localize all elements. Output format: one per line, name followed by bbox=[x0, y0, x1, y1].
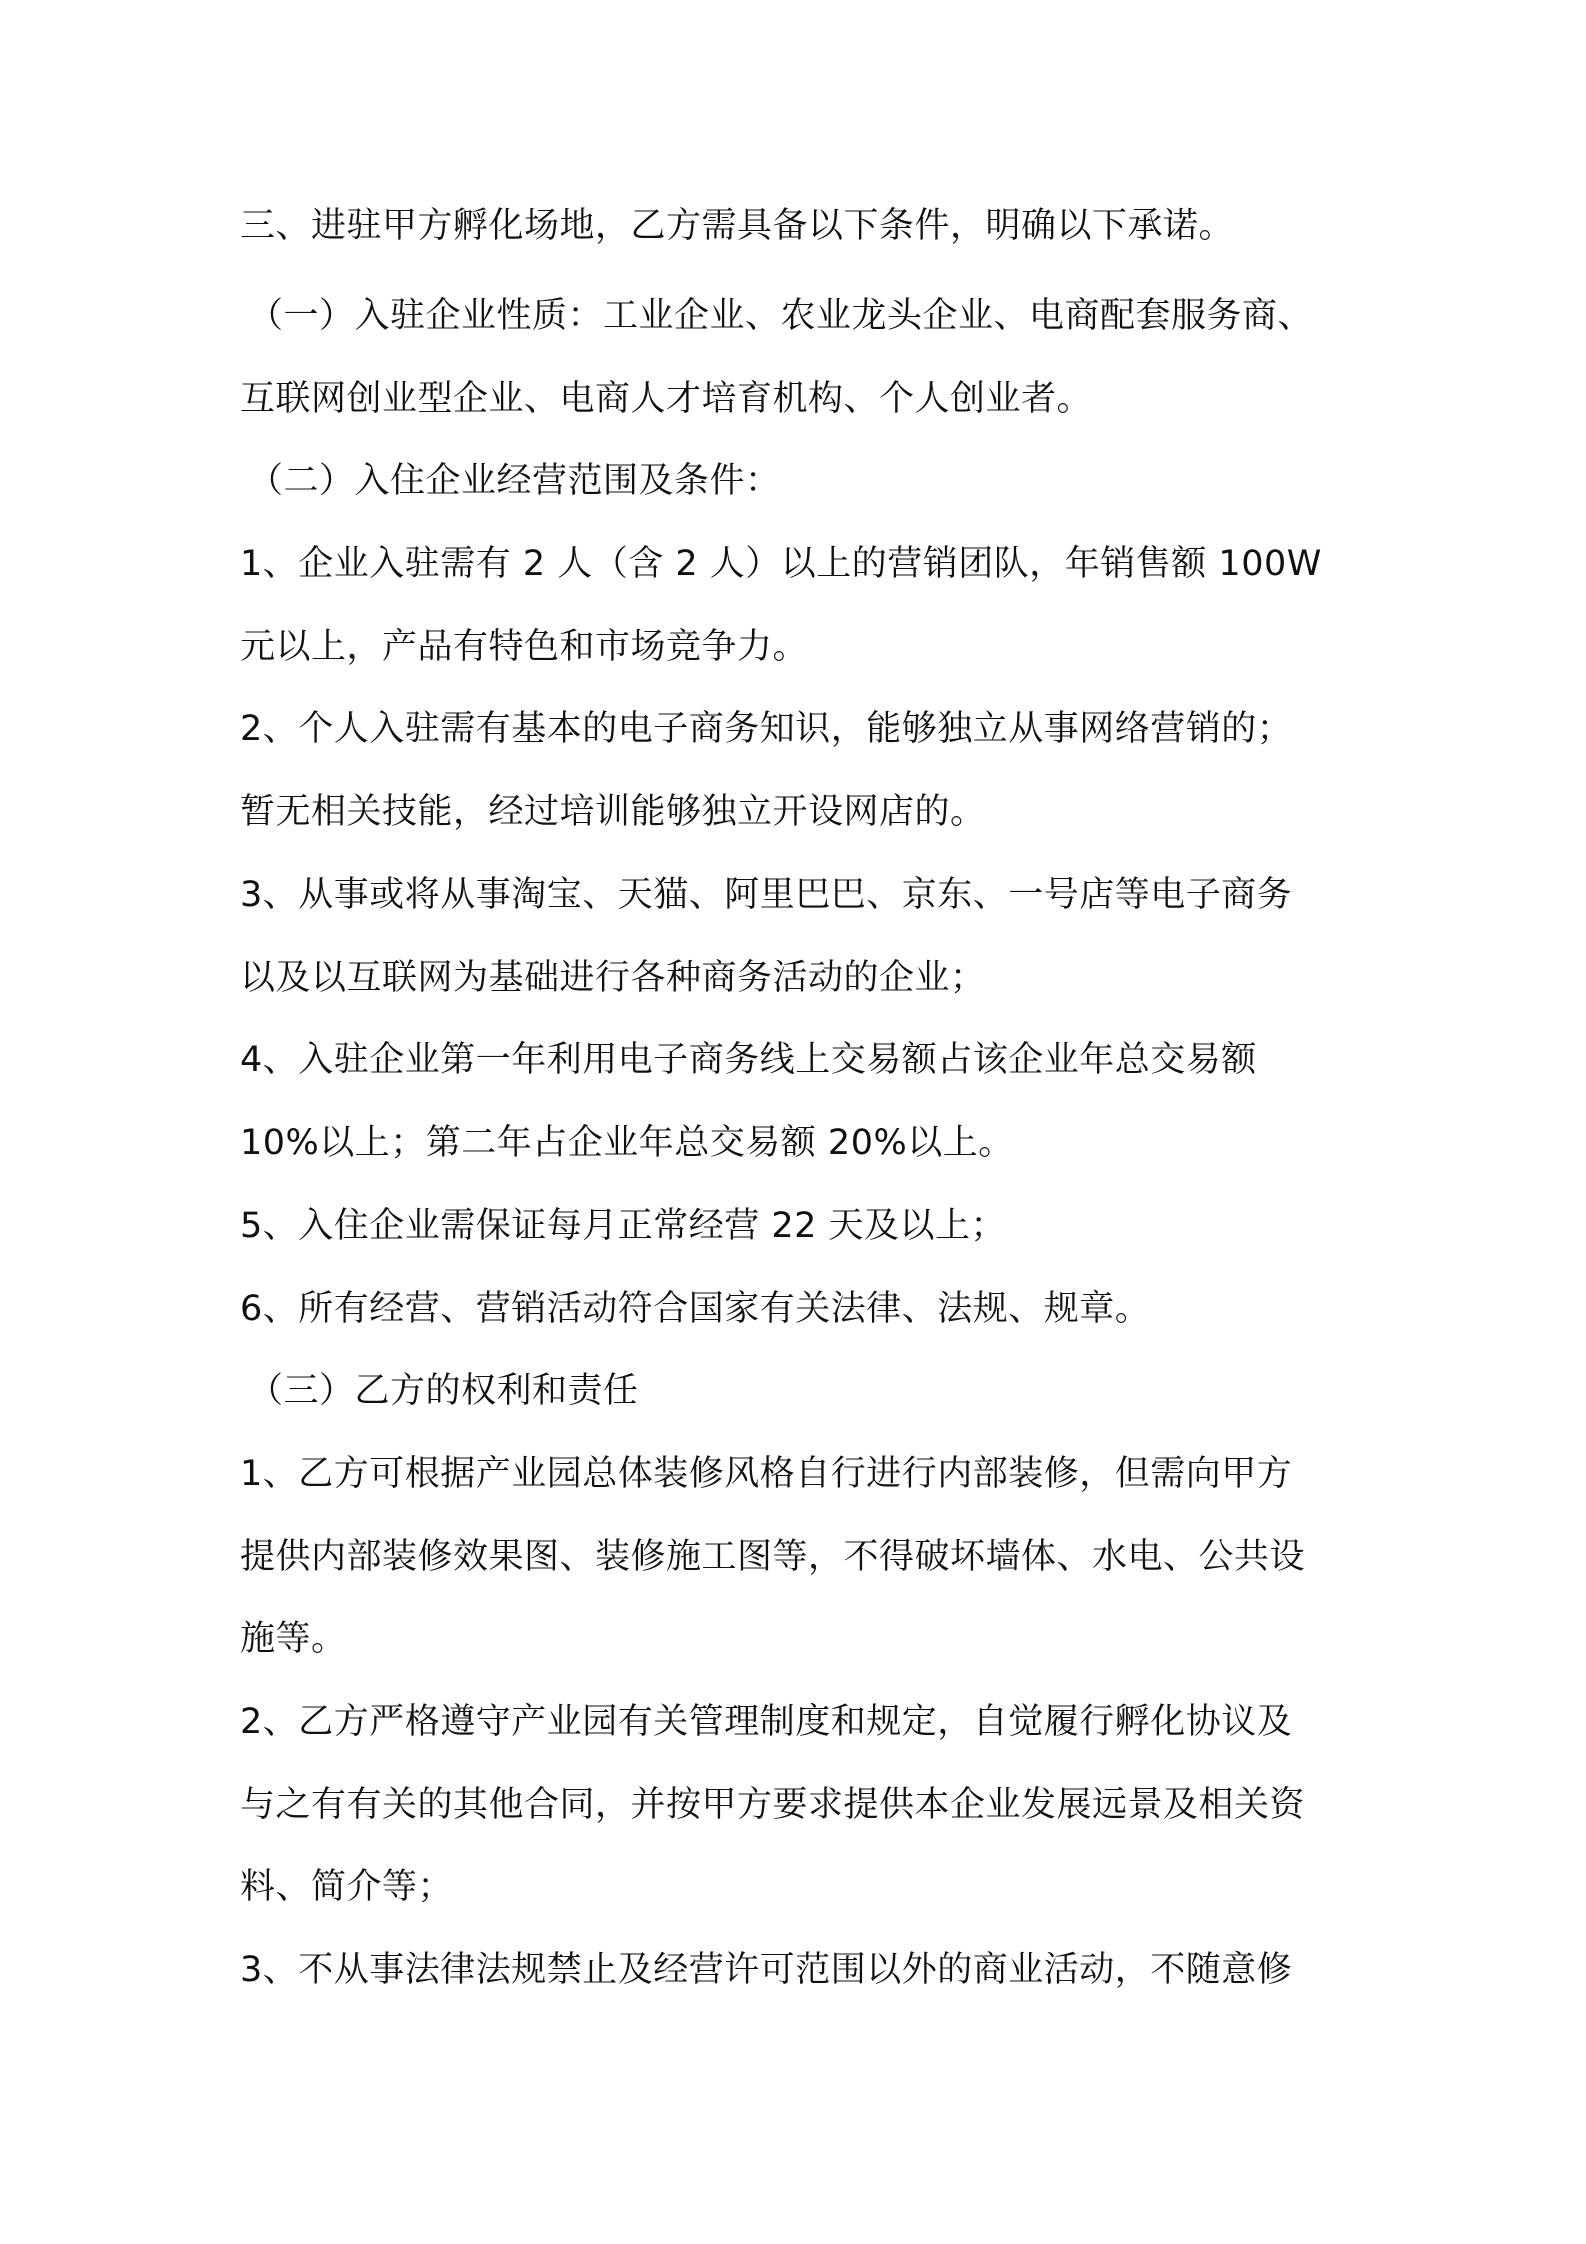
list-item: 3、不从事法律法规禁止及经营许可范围以外的商业活动，不随意修 bbox=[240, 1950, 1293, 1990]
list-item: 3、从事或将从事淘宝、天猫、阿里巴巴、京东、一号店等电子商务 bbox=[240, 875, 1293, 915]
paragraph-line: 互联网创业型企业、电商人才培育机构、个人创业者。 bbox=[240, 379, 1093, 419]
paragraph-line: 10%以上；第二年占企业年总交易额 20%以上。 bbox=[240, 1123, 1014, 1163]
paragraph-line: 元以上，产品有特色和市场竞争力。 bbox=[240, 627, 809, 667]
list-item: 1、乙方可根据产业园总体装修风格自行进行内部装修，但需向甲方 bbox=[240, 1454, 1293, 1494]
paragraph-line: 与之有有关的其他合同，并按甲方要求提供本企业发展远景及相关资 bbox=[240, 1785, 1306, 1825]
list-item: 2、乙方严格遵守产业园有关管理制度和规定，自觉履行孵化协议及 bbox=[240, 1702, 1293, 1742]
subsection-heading: （二）入住企业经营范围及条件： bbox=[248, 461, 781, 501]
list-item: 2、个人入驻需有基本的电子商务知识，能够独立从事网络营销的； bbox=[240, 709, 1293, 749]
list-item: 1、企业入驻需有 2 人（含 2 人）以上的营销团队，年销售额 100W bbox=[240, 544, 1322, 584]
paragraph-line: 提供内部装修效果图、装修施工图等，不得破坏墙体、水电、公共设 bbox=[240, 1537, 1306, 1577]
subsection-heading: （一）入驻企业性质：工业企业、农业龙头企业、电商配套服务商、 bbox=[248, 296, 1314, 336]
paragraph-line: 施等。 bbox=[240, 1619, 347, 1659]
subsection-heading: （三）乙方的权利和责任 bbox=[248, 1371, 639, 1411]
list-item: 4、入驻企业第一年利用电子商务线上交易额占该企业年总交易额 bbox=[240, 1040, 1257, 1080]
paragraph-line: 料、简介等； bbox=[240, 1867, 454, 1907]
paragraph-line: 以及以互联网为基础进行各种商务活动的企业； bbox=[240, 958, 986, 998]
paragraph-line: 暂无相关技能，经过培训能够独立开设网店的。 bbox=[240, 792, 986, 832]
list-item: 6、所有经营、营销活动符合国家有关法律、法规、规章。 bbox=[240, 1289, 1151, 1329]
list-item: 5、入住企业需保证每月正常经营 22 天及以上； bbox=[240, 1206, 1007, 1246]
section-heading: 三、进驻甲方孵化场地，乙方需具备以下条件，明确以下承诺。 bbox=[240, 206, 1235, 246]
